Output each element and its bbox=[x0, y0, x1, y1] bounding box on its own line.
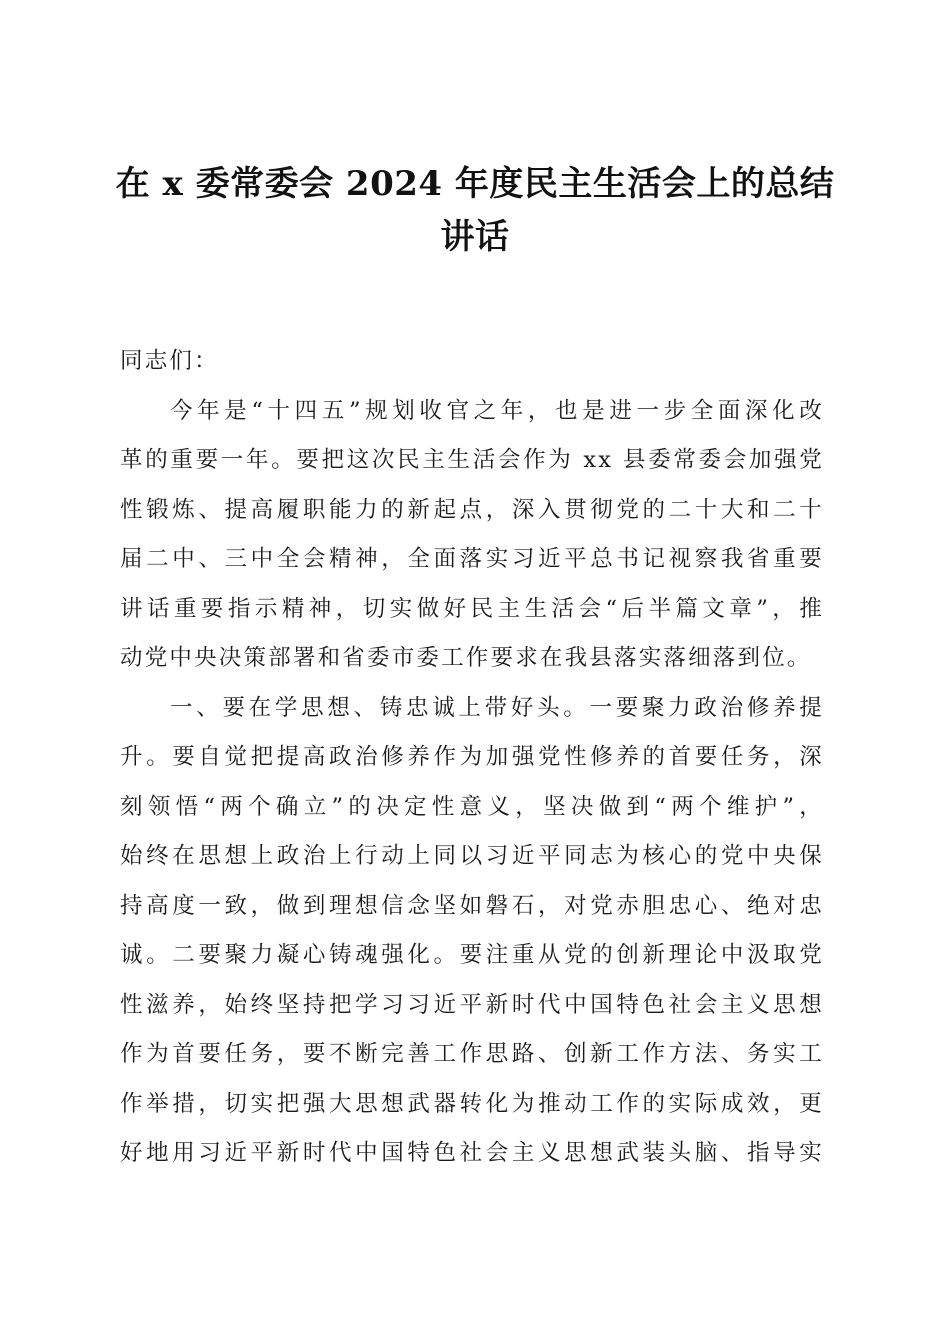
paragraph-line: 性滋养，始终坚持把学习习近平新时代中国特色社会主义思想 bbox=[120, 991, 824, 1018]
paragraph-line: 届二中、三中全会精神，全面落实习近平总书记视察我省重要 bbox=[120, 546, 824, 572]
paragraph-line: 革的重要一年。要把这次民主生活会作为 xx 县委常委会加强党 bbox=[120, 447, 824, 473]
paragraph-line: 一、要在学思想、铸忠诚上带好头。一要聚力政治修养提 bbox=[170, 694, 824, 721]
document-title bbox=[110, 158, 840, 264]
paragraph-line: 始终在思想上政治上行动上同以习近平同志为核心的党中央保 bbox=[120, 843, 824, 869]
paragraph-line: 作举措，切实把强大思想武器转化为推动工作的实际成效，更 bbox=[120, 1090, 824, 1117]
paragraph-1 bbox=[120, 387, 824, 684]
paragraph-line: 作为首要任务，要不断完善工作思路、创新工作方法、务实工 bbox=[120, 1041, 824, 1067]
paragraph-line: 动党中央决策部署和省委市委工作要求在我县落实落细落到位。 bbox=[120, 645, 812, 671]
paragraph-line: 诚。二要聚力凝心铸魂强化。要注重从党的创新理论中汲取党 bbox=[120, 942, 824, 968]
paragraph-line: 升。要自觉把提高政治修养作为加强党性修养的首要任务，深 bbox=[120, 744, 824, 770]
paragraph-line: 讲话重要指示精神，切实做好民主生活会“后半篇文章”，推 bbox=[120, 595, 824, 622]
paragraph-line: 今年是“十四五”规划收官之年，也是进一步全面深化改 bbox=[170, 397, 824, 424]
paragraph-2 bbox=[120, 684, 824, 1179]
document-body bbox=[120, 337, 824, 1179]
title-line-1: 在 x 委常委会 2024 年度民主生活会上的总结 bbox=[115, 164, 835, 204]
paragraph-line: 刻领悟“两个确立”的决定性意义，坚决做到“两个维护”， bbox=[120, 793, 824, 820]
paragraph-line: 性锻炼、提高履职能力的新起点，深入贯彻党的二十大和二十 bbox=[120, 496, 824, 523]
paragraph-line: 持高度一致，做到理想信念坚如磐石，对党赤胆忠心、绝对忠 bbox=[120, 892, 824, 919]
greeting: 同志们： bbox=[120, 348, 219, 374]
title-line-2: 讲话 bbox=[440, 217, 510, 257]
paragraph-line: 好地用习近平新时代中国特色社会主义思想武装头脑、指导实 bbox=[120, 1140, 824, 1166]
